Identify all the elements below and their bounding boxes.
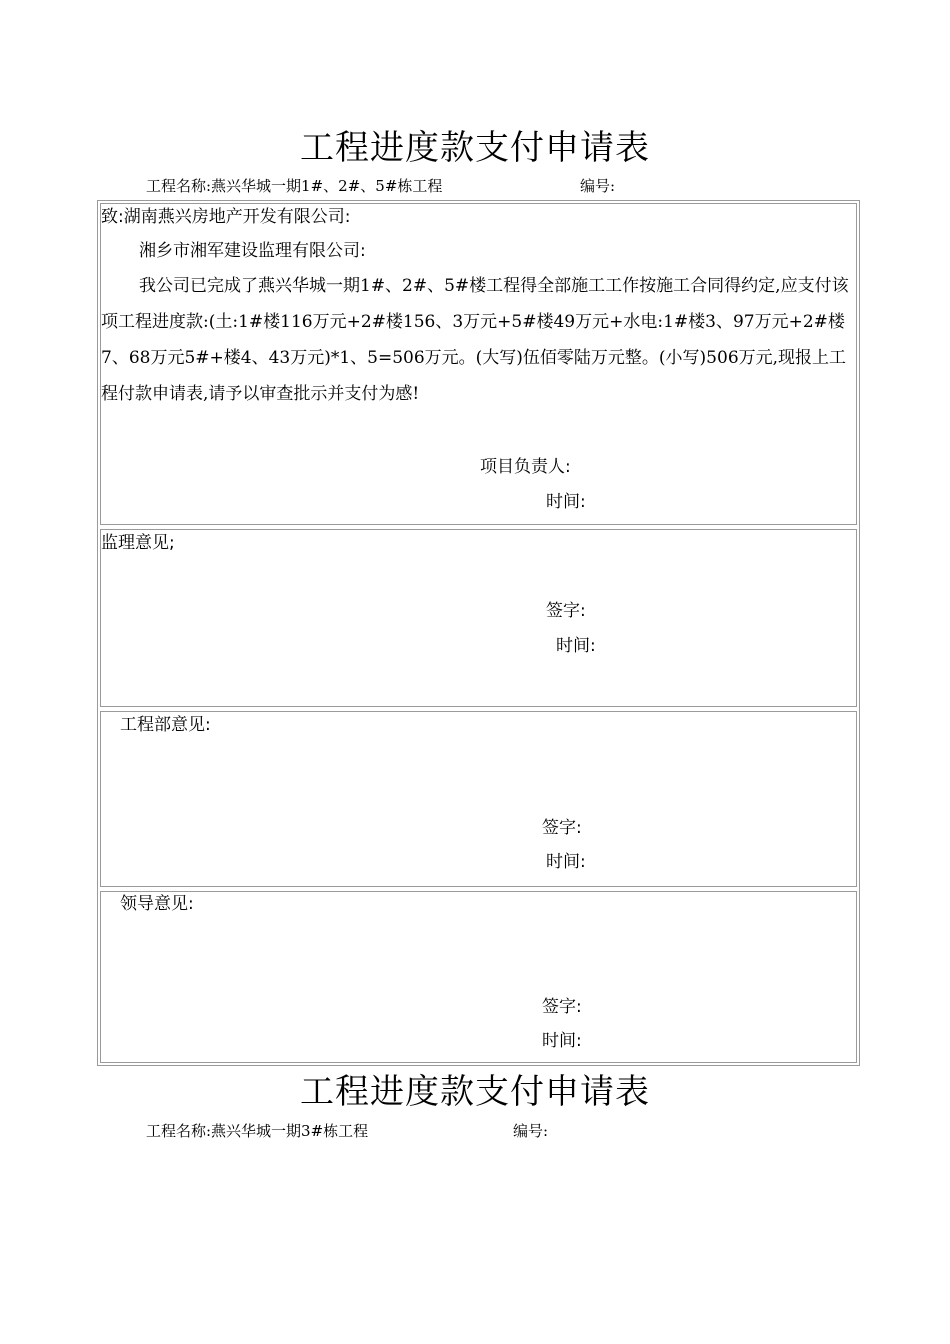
leadership-heading: 领导意见: (120, 894, 194, 914)
addressee-supervisor: 湘乡市湘军建设监理有限公司: (139, 241, 366, 261)
project-lead-label: 项目负责人: (480, 457, 571, 477)
addressee-developer: 致:湖南燕兴房地产开发有限公司: (101, 207, 351, 227)
second-page-title: 工程进度款支付申请表 (300, 1072, 650, 1112)
supervision-heading: 监理意见; (101, 533, 175, 553)
second-number-label: 编号: (513, 1122, 549, 1140)
supervision-sign-label: 签字: (546, 601, 586, 621)
leadership-section (100, 891, 857, 1063)
number-label: 编号: (580, 177, 616, 195)
engineering-dept-sign-label: 签字: (542, 818, 582, 838)
engineering-dept-section (100, 711, 857, 887)
project-name: 工程名称:燕兴华城一期1#、2#、5#栋工程 (146, 177, 443, 195)
second-project-name: 工程名称:燕兴华城一期3#栋工程 (146, 1122, 369, 1140)
leadership-sign-label: 签字: (542, 997, 582, 1017)
application-body: 我公司已完成了燕兴华城一期1#、2#、5#楼工程得全部施工工作按施工合同得约定,应支付该项工程进度款:(土:1#楼116万元+2#楼156、3万元+5#楼49万元+水电:1#楼3、97万元+2#楼7、68万元5#+楼4、43万元)*1、5=506万元。(大写)伍佰零陆万元整。(小写)506万元,现报上工程付款申请表,请予以审查批示并支付为感! (101, 276, 849, 404)
leadership-time-label: 时间: (542, 1031, 582, 1051)
time-label: 时间: (546, 492, 586, 512)
engineering-dept-time-label: 时间: (546, 852, 586, 872)
supervision-time-label: 时间: (556, 636, 596, 656)
engineering-dept-heading: 工程部意见: (120, 715, 211, 735)
page-title: 工程进度款支付申请表 (300, 128, 650, 168)
supervision-section (100, 529, 857, 707)
